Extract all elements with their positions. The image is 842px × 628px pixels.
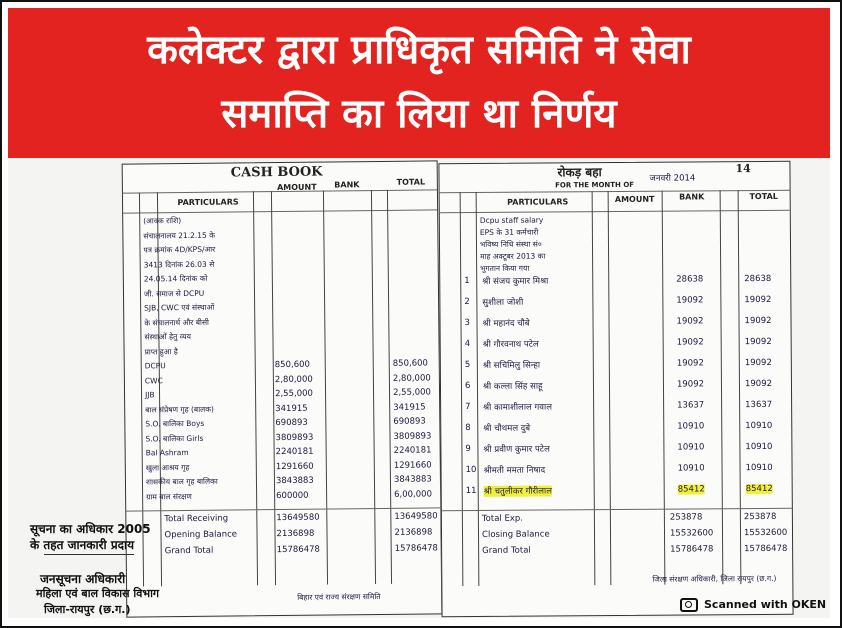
left-total-receipts-label: Total Receiving <box>164 513 229 525</box>
left-particular-item: 3413 दिनांक 26.03 से <box>143 259 215 269</box>
right-entry-bank: 19092 <box>676 316 704 327</box>
right-entry-bank: 19092 <box>676 358 704 369</box>
left-particular-item: खुला आश्रय गृह <box>145 462 190 472</box>
right-entry-no: 6 <box>464 381 471 392</box>
right-entry-name: श्री सचिमिलु सिन्हा <box>482 360 541 371</box>
headline-line-2: समाप्ति का लिया था निर्णय <box>221 91 617 137</box>
left-grand-total-amount: 15786478 <box>276 544 321 556</box>
left-total-receipts-total: 13649580 <box>394 511 438 522</box>
cashbook-title: CASH BOOK <box>230 164 323 181</box>
right-entry-no: 7 <box>465 402 471 413</box>
rti-line-1: सूचना का अधिकार 2005 <box>30 522 151 536</box>
col-bank: BANK <box>334 180 360 190</box>
right-entry-no: 1 <box>464 276 470 287</box>
month-value: जनवरी 2014 <box>649 173 696 184</box>
left-total-item: 2,80,000 <box>392 372 431 384</box>
ledger-right-page <box>438 161 793 617</box>
left-opening-balance-amount: 2136898 <box>276 528 315 540</box>
left-particular-item: बाल संप्रेषण गृह (बालक) <box>145 404 214 414</box>
left-amount-item: 2,55,000 <box>275 388 313 400</box>
right-entry-no: 11 <box>465 485 477 497</box>
right-entry-no: 2 <box>464 297 470 308</box>
camera-icon <box>680 598 698 612</box>
right-intro-line: Dcpu staff salary <box>479 215 544 225</box>
left-total-item: 2,55,000 <box>392 387 431 398</box>
scanner-text: Scanned with OKEN <box>704 598 827 611</box>
headline-line-1: कलेक्टर द्वारा प्राधिकृत समिति ने सेवा <box>147 27 691 73</box>
right-entry-total: 13637 <box>745 399 773 411</box>
right-intro-line: EPS के 31 कर्मचारी <box>479 227 539 237</box>
right-entry-name: श्री प्रवीण कुमार पटेल <box>483 444 550 455</box>
col-total: TOTAL <box>396 177 426 187</box>
left-particular-item: DCPU <box>144 361 166 371</box>
right-total-exp-amount: 253878 <box>669 512 703 523</box>
right-entry-name: श्री चौथमल दुबे <box>483 423 531 434</box>
right-grand-total-amount: 15786478 <box>670 544 714 555</box>
left-amount-item: 3843883 <box>275 475 314 487</box>
right-grand-total-label: Grand Total <box>482 545 531 556</box>
left-amount-item: 2,80,000 <box>274 374 313 385</box>
left-particular-item: जी. समाज से DCPU <box>143 288 205 298</box>
left-particular-item: संस्थाओं हेतु व्यय <box>144 331 192 342</box>
left-amount-item: 690893 <box>275 417 308 429</box>
right-entry-total: 28638 <box>744 273 772 285</box>
left-particular-item: प्राप्त हुआ है <box>144 346 178 356</box>
left-particular-item: (आवक राशि) <box>143 216 182 226</box>
right-entry-no: 10 <box>465 464 477 476</box>
left-particular-item: CWC <box>144 375 163 385</box>
right-entry-name: श्री संजय कुमार मिश्रा <box>482 276 549 287</box>
officer-district: जिला-रायपुर (छ.ग.) <box>44 603 131 616</box>
right-entry-no: 9 <box>465 444 471 455</box>
right-entry-bank: 13637 <box>677 400 705 411</box>
left-amount-item: 850,600 <box>274 359 310 371</box>
left-particular-item: शासकीय बाल गृह बालिका <box>145 476 218 487</box>
left-bottom-note: बिहार एवं राज्य संरक्षण समिति <box>297 591 381 602</box>
right-entry-total: 19092 <box>744 357 772 369</box>
left-particular-item: JJB <box>145 390 155 400</box>
left-grand-total-label: Grand Total <box>164 545 214 557</box>
left-total-item: 850,600 <box>392 358 428 369</box>
left-particular-item: S.O. बालिका Boys <box>145 418 205 429</box>
right-grand-total-total: 15786478 <box>744 543 788 555</box>
right-entry-bank: 19092 <box>676 295 704 306</box>
right-intro-line: माह अक्टूबर 2013 का <box>480 251 546 261</box>
rokad-title: रोकड़ बहा <box>557 165 602 180</box>
officer-title: जनसूचना अधिकारी <box>40 572 126 586</box>
right-entry-total: 10910 <box>745 420 773 432</box>
left-particular-item: के संचालनार्थ और बीसी <box>144 317 209 327</box>
col-particulars-right: PARTICULARS <box>507 197 569 207</box>
right-entry-bank: 10910 <box>677 442 705 453</box>
right-signature: जिला संरक्षण अधिकारी, जिला रायपुर (छ.ग.) <box>652 573 777 584</box>
right-entry-bank: 19092 <box>676 337 704 348</box>
left-particular-item: Bal Ashram <box>145 447 189 458</box>
left-total-item: 1291660 <box>393 459 432 471</box>
left-particular-item: पत्र क्रमांक 4D/KPS/आर <box>143 244 216 255</box>
left-opening-balance-total: 2136898 <box>394 527 433 538</box>
col-bank-right: BANK <box>679 192 705 202</box>
right-entry-no: 3 <box>464 318 470 329</box>
left-amount-item: 3809893 <box>275 432 314 443</box>
left-total-item: 3809893 <box>393 430 432 442</box>
right-total-exp-total: 253878 <box>743 511 777 523</box>
col-amount-right: AMOUNT <box>614 194 655 205</box>
right-entry-name: श्री गौरवनाथ पटेल <box>482 339 539 350</box>
col-total-right: TOTAL <box>749 191 778 202</box>
left-opening-balance-label: Opening Balance <box>164 529 238 541</box>
left-total-item: 690893 <box>393 416 426 427</box>
right-entry-bank: 28638 <box>676 274 704 285</box>
right-entry-bank: 10910 <box>677 421 705 432</box>
right-entry-total: 19092 <box>744 336 772 348</box>
left-particular-item: SJB, CWC एवं संस्थाओं <box>144 302 215 313</box>
left-total-receipts-amount: 13649580 <box>276 512 320 524</box>
right-entry-total: 19092 <box>744 315 772 327</box>
right-entry-total: 10910 <box>745 462 773 474</box>
left-particular-item: संचालनालय 21.2.15 के <box>143 230 215 240</box>
left-amount-item: 1291660 <box>275 461 314 472</box>
right-intro-line: भविष्य निधि संस्था सं० <box>479 239 542 249</box>
ledger-left-page <box>122 160 443 617</box>
right-closing-balance-amount: 15532600 <box>669 528 714 539</box>
right-entry-total: 85412 <box>745 483 773 495</box>
officer-dept: महिला एवं बाल विकास विभाग <box>36 587 160 600</box>
left-total-item: 2240181 <box>393 445 432 456</box>
right-entry-total: 19092 <box>744 378 773 390</box>
right-entry-name: श्री कल्ला सिंह साहू <box>482 381 543 392</box>
right-intro-line: भुगतान किया गया <box>480 263 530 273</box>
right-entry-no: 5 <box>464 360 471 371</box>
left-amount-item: 341915 <box>275 403 308 414</box>
right-entry-no: 4 <box>464 339 471 350</box>
left-amount-item: 600000 <box>276 490 309 501</box>
right-entry-no: 8 <box>465 423 471 434</box>
left-total-item: 3843883 <box>393 474 432 485</box>
right-entry-total: 19092 <box>744 294 772 306</box>
headline-banner <box>8 8 830 158</box>
page-number: 14 <box>735 162 751 176</box>
left-total-item: 341915 <box>393 401 426 413</box>
right-entry-bank: 19092 <box>676 379 705 390</box>
left-particular-item: ग्राम बाल संरक्षण <box>146 491 192 501</box>
right-entry-name: सुशीला जोशी <box>482 297 524 308</box>
right-total-exp-label: Total Exp. <box>481 513 524 524</box>
col-particulars: PARTICULARS <box>177 197 239 208</box>
right-entry-name: श्री महानंद चौबे <box>482 318 530 329</box>
right-entry-name: श्री चतुलीकर गौरीलाल <box>483 486 552 497</box>
left-amount-item: 2240181 <box>275 446 314 458</box>
right-entry-bank: 85412 <box>677 484 705 495</box>
month-label: FOR THE MONTH OF <box>555 180 635 190</box>
left-particular-item: S.O. बालिका Girls <box>145 433 204 443</box>
left-total-item: 6,00,000 <box>394 488 433 500</box>
right-entry-total: 10910 <box>745 441 773 453</box>
left-grand-total-total: 15786478 <box>394 543 438 554</box>
col-amount: AMOUNT <box>277 182 317 193</box>
right-closing-balance-label: Closing Balance <box>481 529 550 540</box>
right-closing-balance-total: 15532600 <box>743 527 788 539</box>
right-entry-name: श्रीमती ममता निषाद <box>483 465 546 476</box>
scanner-watermark <box>680 598 826 612</box>
right-entry-bank: 10910 <box>677 463 705 474</box>
rti-line-2: के तहत जानकारी प्रदाय <box>30 538 135 552</box>
right-entry-name: श्री कामाशीलाल गवाल <box>483 402 552 413</box>
left-particular-item: 24.05.14 दिनांक को <box>143 273 208 284</box>
